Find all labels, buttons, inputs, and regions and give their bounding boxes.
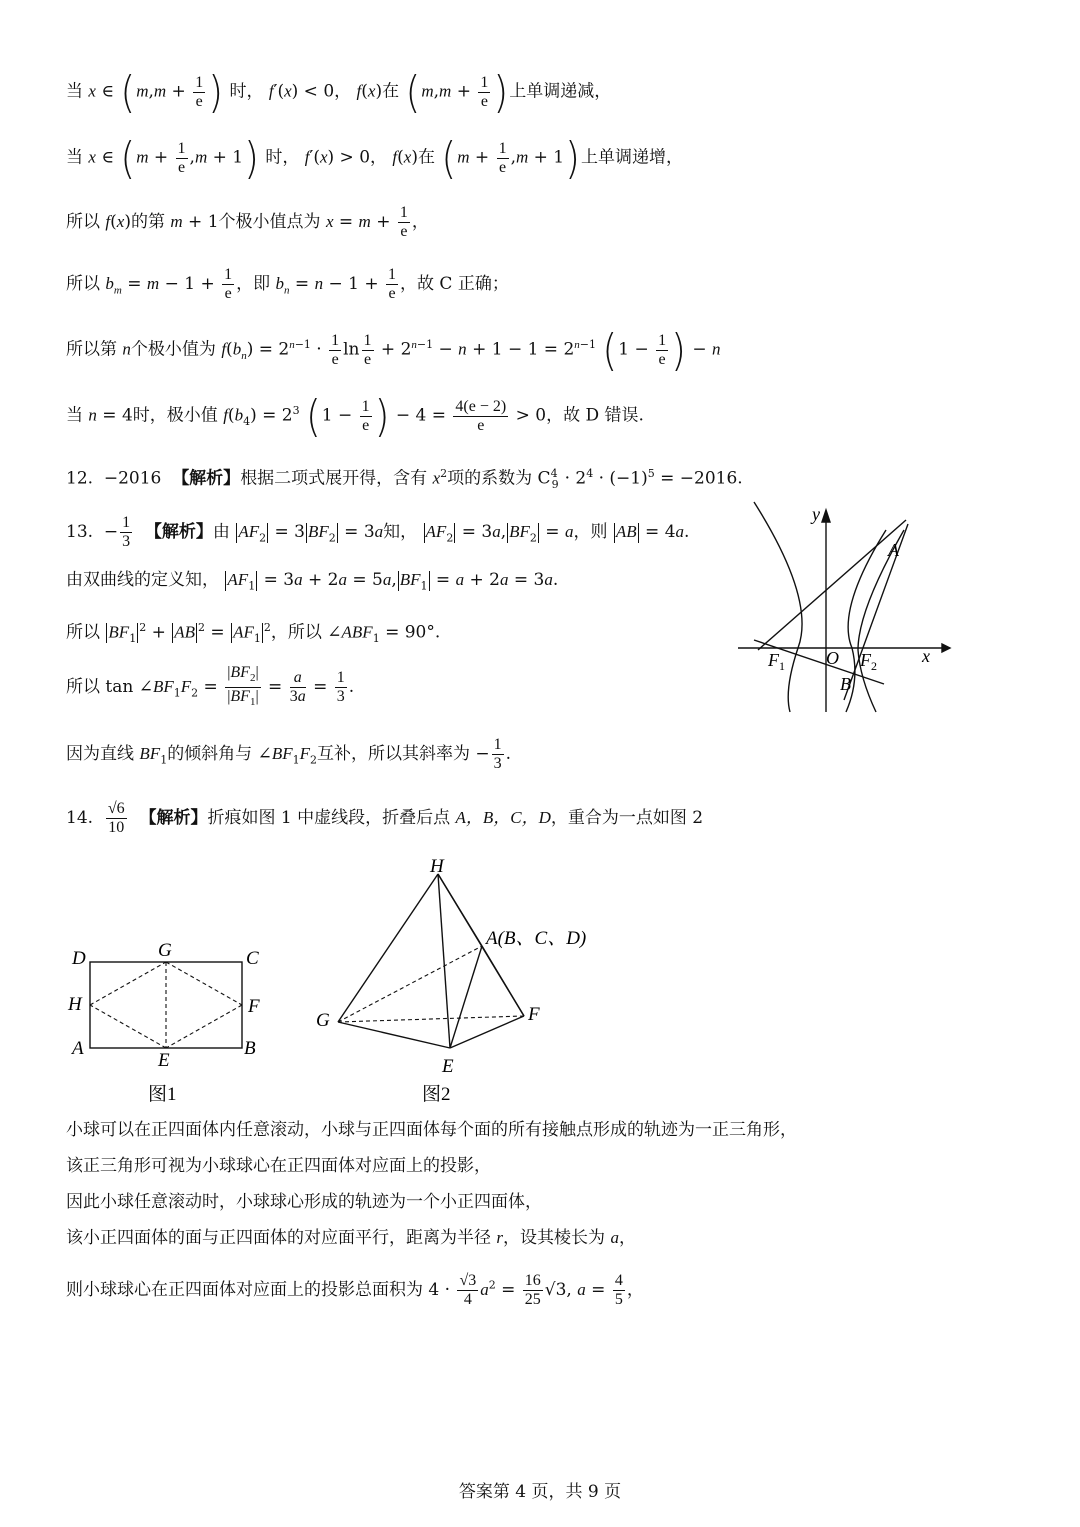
- text: 当: [66, 147, 83, 168]
- line-min-point: 所以 f(x)的第 m + 1个极小值点为 x = m + $\frac{1}{e}$ ，: [66, 204, 429, 240]
- fig2-label-H: H: [430, 856, 444, 877]
- fig1-label-C: C: [246, 948, 259, 969]
- question-number: 13.: [66, 522, 94, 542]
- analysis-tag: 【解析】: [144, 522, 213, 542]
- text: 时，: [229, 81, 264, 102]
- label-y: y: [812, 504, 820, 524]
- text: ，: [618, 1228, 636, 1248]
- text: ，即: [236, 274, 271, 294]
- line-interval-decreasing: 当 x ∈ (m,m + $\frac{1}{e}$ ) 时， f′(x) < 0， f(x)在 (m,m + $\frac{1}{e}$ )上单调递减，: [66, 66, 612, 118]
- q14-para3: 因此小球任意滚动时，小球球心形成的轨迹为一个小正四面体，: [66, 1192, 542, 1212]
- q14-para5: 则小球球心在正四面体对应面上的投影总面积为 4 · $\frac{√3}{4}$ $a^2$ = $\frac{16}{25}$ √3, a = $\frac{4}{5}$ ，: [66, 1272, 644, 1308]
- label-A: A: [888, 540, 899, 560]
- text: 当: [66, 405, 83, 426]
- q13-line3: 所以 $BF_1^2$ + AB $^2 = AF_1^2$，所以 $\angle ABF_1 = 90^\circ$.: [66, 621, 441, 646]
- question-number: 12.: [66, 468, 94, 489]
- label-B: B: [840, 674, 851, 694]
- label-F2: $F_2$: [860, 650, 877, 673]
- line-min-value: 所以第 n个极小值为 $f(b_n) = 2^{n-1}$ · $\frac{1}{e}$ ln $\frac{1}{e}$ + $2^{n-1} - n + 1 - 1 = 2^{n-1}$ (1 − $\frac{1}{e}$ ) − n: [66, 324, 721, 376]
- line-n4: 当 n = 4时，极小值 $f(b_4) = 2^3$ (1 − $\frac{1}{e}$ ) − 4 = $\frac{4(e - 2)}{e}$ > 0，故 D 错误.: [66, 390, 644, 442]
- fig1-label-G: G: [158, 940, 172, 961]
- text: 上单调递增，: [580, 147, 683, 168]
- q14-para4: 该小正四面体的面与正四面体的对应面平行，距离为半径 r，设其棱长为 a，: [66, 1228, 636, 1248]
- question-number: 14.: [66, 808, 94, 828]
- text: 所以: [66, 677, 100, 698]
- fig2-label-F: F: [528, 1004, 540, 1025]
- text: 由: [212, 522, 230, 542]
- fig1-label-A: A: [72, 1038, 84, 1059]
- text: 上单调递减，: [509, 81, 612, 102]
- text: 重合为一点如图 2: [567, 808, 704, 828]
- text: ，: [370, 147, 388, 168]
- fig1-label-D: D: [72, 948, 86, 969]
- figure-2: [310, 850, 630, 1112]
- text: 项的系数为: [447, 468, 533, 489]
- text: ，: [334, 81, 352, 102]
- text: 折痕如图 1 中虚线段，折叠后点: [207, 808, 451, 828]
- q12-line: 12. −2016 【解析】根据二项式展开得，含有 $x^2$项的系数为 $C^4_9 \cdot 2^4 \cdot (-1)^5 = -2016$.: [66, 466, 743, 491]
- text: 在: [417, 147, 435, 168]
- text: 个极小值为: [130, 339, 216, 360]
- text: 因为直线: [66, 744, 134, 764]
- text: 所以: [66, 274, 100, 294]
- page-footer: 答案第 4 页，共 9 页: [458, 1482, 622, 1502]
- text: 个极小值点为: [218, 212, 321, 232]
- text: 所以第: [66, 339, 117, 360]
- text: 该小正四面体的面与正四面体的对应面平行，距离为半径: [66, 1228, 491, 1248]
- fig2-label-A: A(B、C、D): [486, 928, 587, 949]
- text: 所以: [66, 212, 100, 232]
- q14-para2: 该正三角形可视为小球球心在正四面体对应面上的投影，: [66, 1156, 491, 1176]
- label-O: O: [826, 648, 839, 668]
- label-F1: $F_1$: [768, 650, 785, 673]
- text: 知，: [383, 522, 418, 542]
- text: 由双曲线的定义知，: [66, 570, 219, 590]
- answer: −2016: [103, 468, 162, 489]
- text: 的第: [130, 212, 165, 232]
- fig1-label-B: B: [244, 1038, 256, 1059]
- fig1-label-H: H: [68, 994, 82, 1015]
- text: ，设其棱长为: [503, 1228, 606, 1248]
- q13-line1: 13. − $\frac{1}{3}$ 【解析】由 $AF_2 = 3$ $BF_2 = 3a$知， $AF_2 = 3a$, $BF_2 = a$，则 AB = 4a.: [66, 514, 690, 550]
- fig1-label-E: E: [158, 1050, 170, 1071]
- q14-line1: 14. $\frac{√6}{10}$ 【解析】折痕如图 1 中虚线段，折叠后点 A，B，C，D，重合为一点如图 2: [66, 800, 704, 836]
- q13-line2: 由双曲线的定义知， $AF_1 = 3a + 2a = 5a$, $BF_1 = a + 2a = 3a$.: [66, 570, 559, 593]
- text: ，故 D 错误.: [546, 405, 644, 426]
- text: 互补，所以其斜率为: [317, 744, 471, 764]
- figure-1: [60, 930, 280, 1110]
- fig2-label-G: G: [316, 1010, 330, 1031]
- fig2-label-E: E: [442, 1056, 454, 1077]
- text: 则: [590, 522, 608, 542]
- fig1-caption: 图1: [148, 1084, 177, 1105]
- text: 则小球球心在正四面体对应面上的投影总面积为: [66, 1280, 423, 1300]
- text: 时，: [265, 147, 300, 168]
- points: A，B，C，D: [455, 808, 551, 827]
- q14-para1: 小球可以在正四面体内任意滚动，小球与正四面体每个面的所有接触点形成的轨迹为一正三角形，: [66, 1120, 797, 1140]
- text: ，所以: [270, 622, 322, 643]
- text: ，故 C 正确；: [400, 274, 509, 294]
- analysis-tag: 【解析】: [172, 468, 241, 489]
- fig1-label-F: F: [248, 996, 260, 1017]
- text: 时，极小值: [132, 405, 218, 426]
- text: 的倾斜角与: [167, 744, 253, 764]
- text: 在: [382, 81, 400, 102]
- label-x: x: [922, 646, 930, 666]
- text: 所以: [66, 622, 100, 643]
- line-interval-increasing: 当 x ∈ (m + $\frac{1}{e}$ ,m + 1) 时， f′(x) > 0， f(x)在 (m + $\frac{1}{e}$ ,m + 1)上单调递增，: [66, 132, 683, 184]
- q13-line4: 所以 $\tan \angle BF_1F_2$ = $\frac{|BF_2|}{|BF_1|}$ = $\frac{a}{3a}$ = $\frac{1}{3}$ .: [66, 664, 355, 709]
- q13-line5: 因为直线 $BF_1$的倾斜角与 $\angle BF_1F_2$互补，所以其斜率为 − $\frac{1}{3}$ .: [66, 736, 512, 772]
- hyperbola-figure: [736, 500, 956, 720]
- fig2-caption: 图2: [422, 1084, 451, 1105]
- line-bm: 所以 $b_m = m - 1$ + $\frac{1}{e}$ ，即 $b_n = n - 1$ + $\frac{1}{e}$ ，故 C 正确；: [66, 266, 509, 302]
- text: 当: [66, 81, 83, 102]
- analysis-tag: 【解析】: [139, 808, 208, 828]
- text: 根据二项式展开得，含有: [240, 468, 428, 489]
